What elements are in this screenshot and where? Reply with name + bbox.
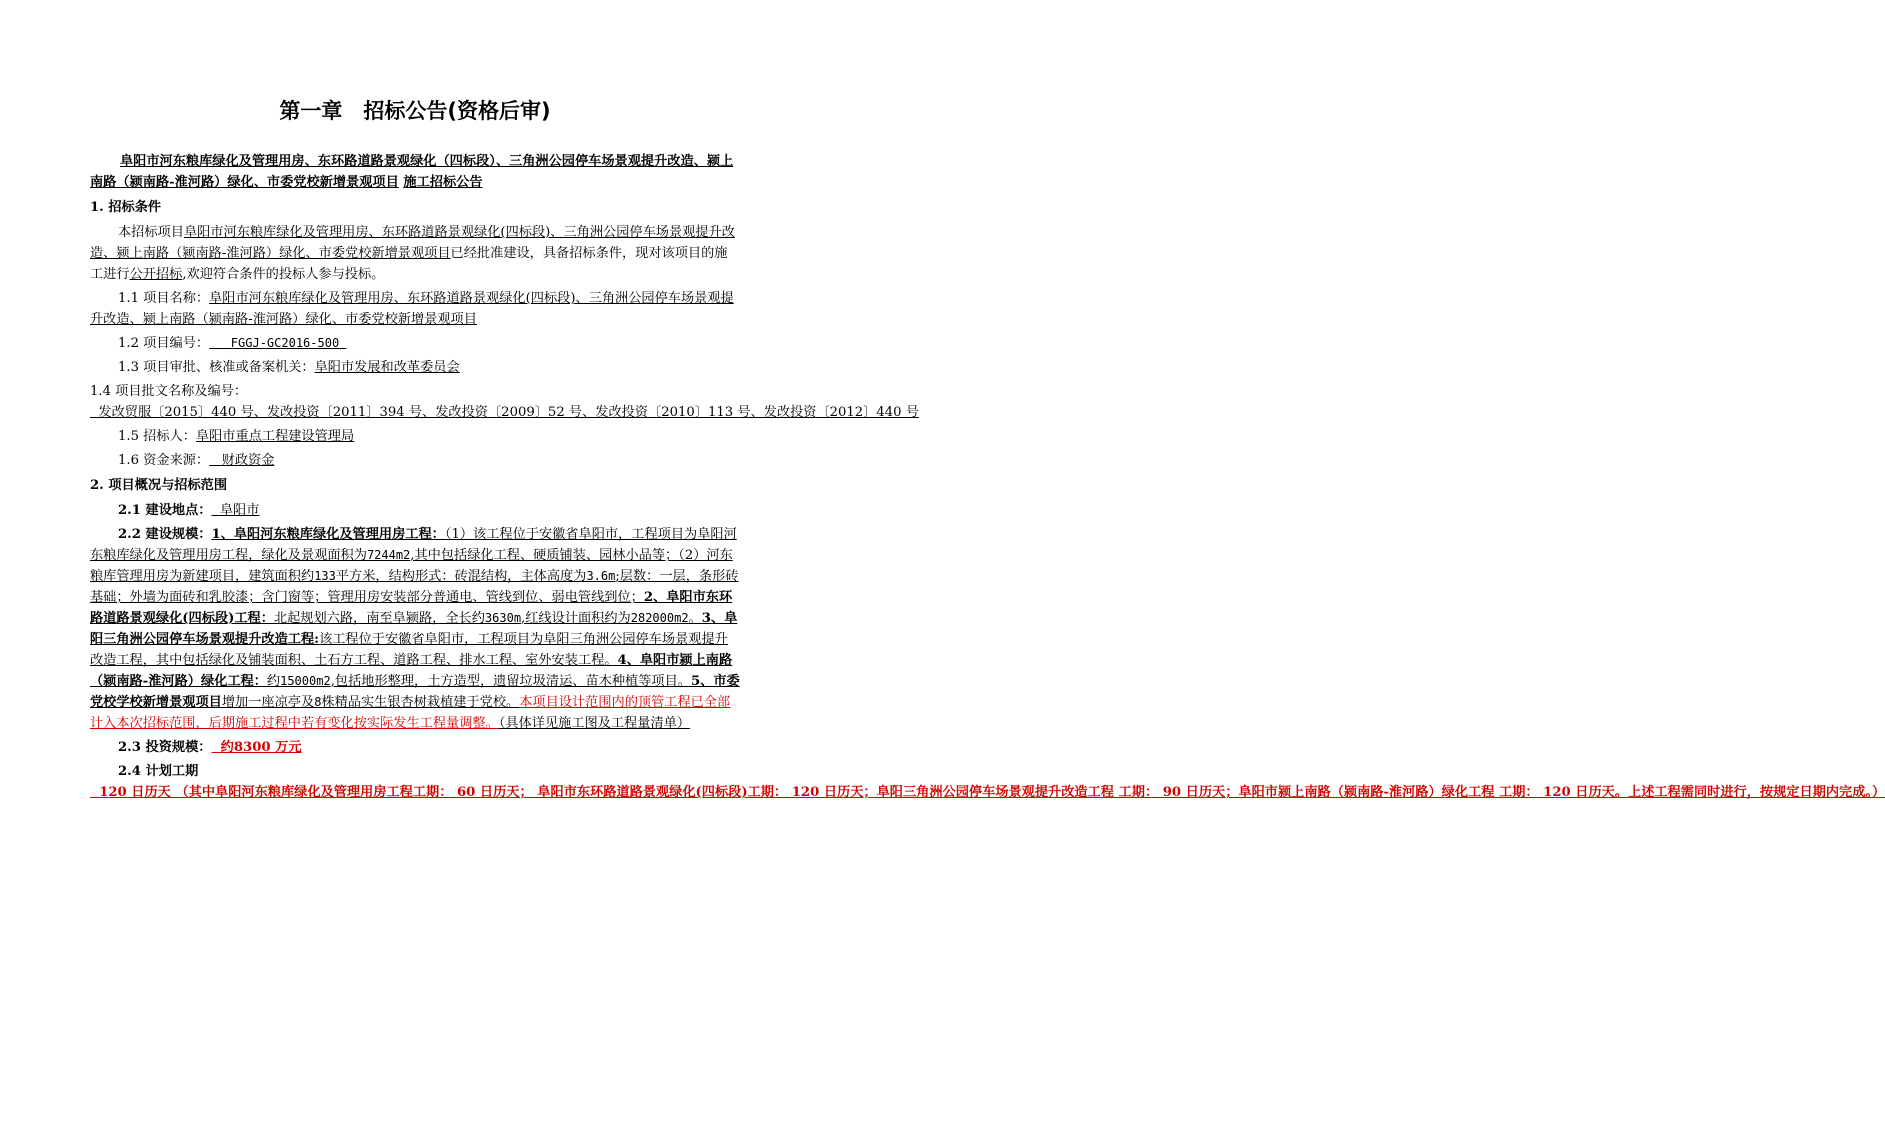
item-2-1: 2.1 建设地点： 阜阳市 [118, 503, 260, 518]
item-2-2: 2.2 建设规模：1、阜阳河东粮库绿化及管理用房工程：（1）该工程位于安徽省阜阳市，工程项目为阜阳河东粮库绿化及管理用房工程，绿化及景观面积为7244m2,其中包括绿化工程、硬质铺装、园林小品等；（2）河东粮库管理用房为新建项目，建筑面积约133平方米，结构形式：砖混结构，主体高度为3.6m;层数：一层，条形砖基础；外墙为面砖和乳胶漆；含门窗等；管理用房安装部分普通电、管线到位、弱电管线到位；2、阜阳市东环路道路景观绿化(四标段)工程：北起规划六路，南至阜颍路，全长约3630m,红线设计面积约为282000m2。3、阜阳三角洲公园停车场景观提升改造工程:该工程位于安徽省阜阳市，工程项目为阜阳三角洲公园停车场景观提升改造工程，其中包括绿化及铺装面积、土石方工程、道路工程、排水工程、室外安装工程。4、阜阳市颍上南路（颍南路-淮河路）绿化工程：约15000m2,包括地形整理，土方造型，遗留垃圾清运、苗木种植等项目。5、市委党校学校新增景观项目增加一座凉亭及8株精品实生银杏树栽植建于党校。本项目设计范围内的顶管工程已全部计入本次招标范围，后期施工过程中若有变化按实际发生工程量调整。（具体详见施工图及工程量清单） [90, 527, 740, 731]
section-2-heading: 2. 项目概况与招标范围 [90, 478, 228, 493]
project-number-value: FGGJ-GC2016-500 [230, 336, 340, 350]
item-2-4: 2.4 计划工期 120 日历天 （其中阜阳河东粮库绿化及管理用房工程工期： 60 日历天； 阜阳市东环路道路景观绿化(四标段)工期： 120 日历天；阜阳三角洲公园停车场景观提升改造工程 工期： 90 日历天；阜阳市颍上南路（颍南路-淮河路）绿化工程 工期： 120 日历天。上述工程需同时进行，按规定日期内完成。） [90, 761, 740, 803]
subtitle-project-name: 阜阳市河东粮库绿化及管理用房、东环路道路景观绿化（四标段）、三角洲公园停车场景观提升改造、颍上南路（颍南路-淮河路）绿化、市委党校新增景观项目 [90, 154, 734, 190]
item-2-3: 2.3 投资规模： 约8300 万元 [118, 740, 302, 755]
approval-docs-value: 发改贸服〔2015〕440 号、发改投资〔2011〕394 号、发改投资〔2009〕52 号、发改投资〔2010〕113 号、发改投资〔2012〕440 号 [98, 405, 919, 420]
project-name-value: 阜阳市河东粮库绿化及管理用房、东环路道路景观绿化(四标段)、三角洲公园停车场景观提升改造、颍上南路（颍南路-淮河路）绿化、市委党校新增景观项目 [90, 291, 734, 327]
item-1-5: 1.5 招标人：阜阳市重点工程建设管理局 [118, 429, 355, 444]
location-value: 阜阳市 [219, 503, 260, 518]
approval-authority-value: 阜阳市发展和改革委员会 [314, 360, 460, 375]
item-1-4: 1.4 项目批文名称及编号： 发改贸服〔2015〕440 号、发改投资〔2011〕394 号、发改投资〔2009〕52 号、发改投资〔2010〕113 号、发改投资〔2012〕440 号 [90, 384, 919, 420]
item-1-2: 1.2 项目编号： FGGJ-GC2016-500 [90, 333, 740, 354]
announcement-subtitle [90, 151, 740, 193]
tenderer-value: 阜阳市重点工程建设管理局 [195, 429, 355, 444]
item-1-1: 1.1 项目名称：阜阳市河东粮库绿化及管理用房、东环路道路景观绿化(四标段)、三角洲公园停车场景观提升改造、颍上南路（颍南路-淮河路）绿化、市委党校新增景观项目 [90, 291, 734, 327]
intro-public-tender: 公开招标 [129, 267, 183, 282]
section-1-heading: 1. 招标条件 [90, 200, 162, 215]
schedule-value: 120 日历天 （其中阜阳河东粮库绿化及管理用房工程工期： 60 日历天； 阜阳市东环路道路景观绿化(四标段)工期： 120 日历天；阜阳三角洲公园停车场景观提升改造工程 工期： 90 日历天；阜阳市颍上南路（颍南路-淮河路）绿化工程 工期： 120 日历天。上述工程需同时进行，按规定日期内完成。） [99, 785, 1885, 800]
intro-project-name: 阜阳市河东粮库绿化及管理用房、东环路道路景观绿化(四标段)、三角洲公园停车场景观提升改造、颍上南路（颍南路-淮河路）绿化、市委党校新增景观项目 [90, 225, 735, 261]
section-1-intro: 本招标项目阜阳市河东粮库绿化及管理用房、东环路道路景观绿化(四标段)、三角洲公园停车场景观提升改造、颍上南路（颍南路-淮河路）绿化、市委党校新增景观项目已经批准建设，具备招标条件，现对该项目的施工进行公开招标,欢迎符合条件的投标人参与投标。 [90, 225, 735, 282]
document-page [90, 95, 1885, 806]
subtitle-suffix: 施工招标公告 [403, 175, 483, 190]
item-1-6: 1.6 资金来源： 财政资金 [118, 453, 275, 468]
fund-source-value: 财政资金 [221, 453, 275, 468]
scope-note-red: 本项目设计范围内的顶管工程已全部计入本次招标范围，后期施工过程中若有变化按实际发生工程量调整。 [90, 695, 731, 731]
investment-value: 约8300 万元 [220, 740, 302, 755]
item-1-3: 1.3 项目审批、核准或备案机关：阜阳市发展和改革委员会 [118, 360, 460, 375]
chapter-title: 第一章 招标公告(资格后审) [279, 99, 551, 123]
